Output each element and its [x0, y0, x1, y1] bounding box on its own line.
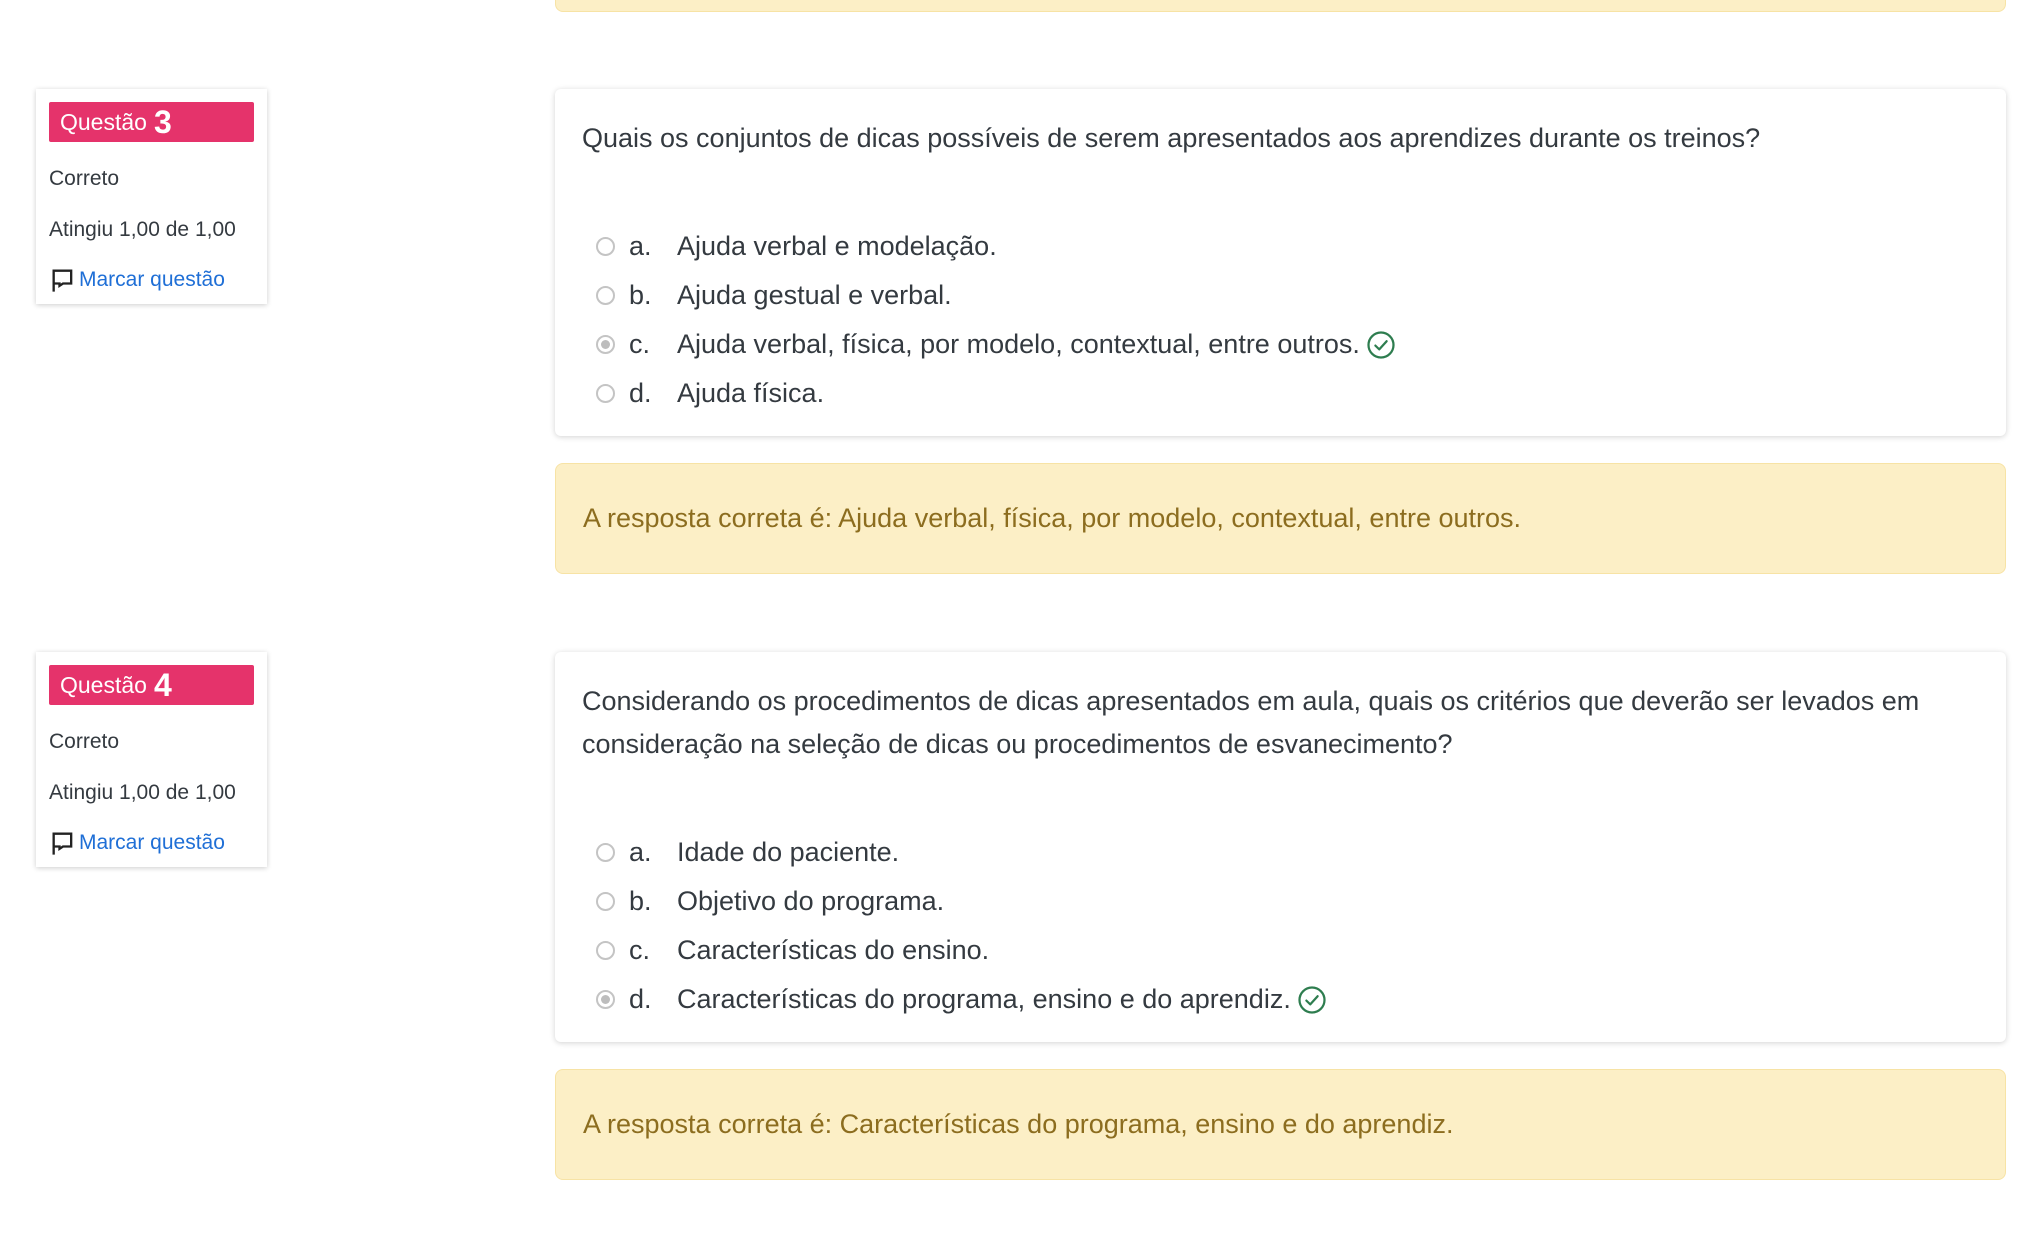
- question-text: Considerando os procedimentos de dicas apresentados em aula, quais os critérios que deverão ser levados em consideração na seleção de dicas ou procedimentos de esvanecimento?: [582, 686, 1920, 759]
- question-label: Questão: [60, 671, 147, 698]
- check-circle-icon: [1297, 985, 1327, 1015]
- answer-text: Ajuda física.: [677, 378, 825, 408]
- question-number: 4: [153, 666, 172, 703]
- answer-text: Ajuda gestual e verbal.: [677, 280, 952, 310]
- question-info-4: [36, 652, 267, 867]
- answer-letter: b.: [629, 886, 652, 916]
- check-circle-icon: [1366, 330, 1396, 360]
- radio-button-selected[interactable]: [596, 335, 615, 354]
- radio-button[interactable]: [596, 843, 615, 862]
- flag-question-link[interactable]: [49, 829, 254, 857]
- answer-letter: c.: [629, 329, 651, 359]
- answer-text: Ajuda verbal e modelação.: [677, 231, 997, 261]
- answer-letter: a.: [629, 837, 652, 867]
- answer-letter: a.: [629, 231, 652, 261]
- answer-list: [582, 828, 1978, 1024]
- previous-feedback-box: [555, 0, 2006, 12]
- answer-option-c[interactable]: [582, 320, 1978, 369]
- answer-text: Características do ensino.: [677, 935, 990, 965]
- answer-option-b[interactable]: [582, 271, 1978, 320]
- question-info-3: [36, 89, 267, 304]
- flag-question-label[interactable]: Marcar questão: [79, 831, 225, 854]
- answer-option-a[interactable]: [582, 828, 1978, 877]
- answer-letter: c.: [629, 935, 651, 965]
- flag-question-label[interactable]: Marcar questão: [79, 268, 225, 291]
- answer-text: Objetivo do programa.: [677, 886, 945, 916]
- answer-letter: d.: [629, 378, 652, 408]
- question-state: Correto: [49, 730, 120, 753]
- question-grade: Atingiu 1,00 de 1,00: [49, 218, 236, 241]
- question-badge: [49, 665, 254, 705]
- answer-text: Características do programa, ensino e do aprendiz.: [677, 984, 1291, 1014]
- question-label: Questão: [60, 108, 147, 135]
- answer-text: Idade do paciente.: [677, 837, 900, 867]
- answer-letter: b.: [629, 280, 652, 310]
- flag-icon: [49, 829, 77, 857]
- answer-option-c[interactable]: [582, 926, 1978, 975]
- radio-button[interactable]: [596, 286, 615, 305]
- radio-button[interactable]: [596, 892, 615, 911]
- question-badge: [49, 102, 254, 142]
- radio-button[interactable]: [596, 384, 615, 403]
- question-number: 3: [153, 103, 172, 140]
- question-state: Correto: [49, 167, 120, 190]
- question-grade: Atingiu 1,00 de 1,00: [49, 781, 236, 804]
- radio-button[interactable]: [596, 237, 615, 256]
- flag-question-link[interactable]: [49, 266, 254, 294]
- answer-list: [582, 222, 1978, 418]
- correct-answer-feedback-3: A resposta correta é: Ajuda verbal, física, por modelo, contextual, entre outros.: [555, 463, 2006, 574]
- answer-option-d[interactable]: [582, 369, 1978, 418]
- answer-text: Ajuda verbal, física, por modelo, contextual, entre outros.: [677, 329, 1360, 359]
- answer-option-d[interactable]: [582, 975, 1978, 1024]
- radio-button-selected[interactable]: [596, 990, 615, 1009]
- question-card-4: [555, 652, 2006, 1042]
- answer-option-a[interactable]: [582, 222, 1978, 271]
- correct-answer-feedback-4: A resposta correta é: Características do programa, ensino e do aprendiz.: [555, 1069, 2006, 1180]
- answer-option-b[interactable]: [582, 877, 1978, 926]
- question-text: Quais os conjuntos de dicas possíveis de serem apresentados aos aprendizes durante os treinos?: [582, 123, 1761, 153]
- answer-letter: d.: [629, 984, 652, 1014]
- radio-button[interactable]: [596, 941, 615, 960]
- question-card-3: [555, 89, 2006, 436]
- flag-icon: [49, 266, 77, 294]
